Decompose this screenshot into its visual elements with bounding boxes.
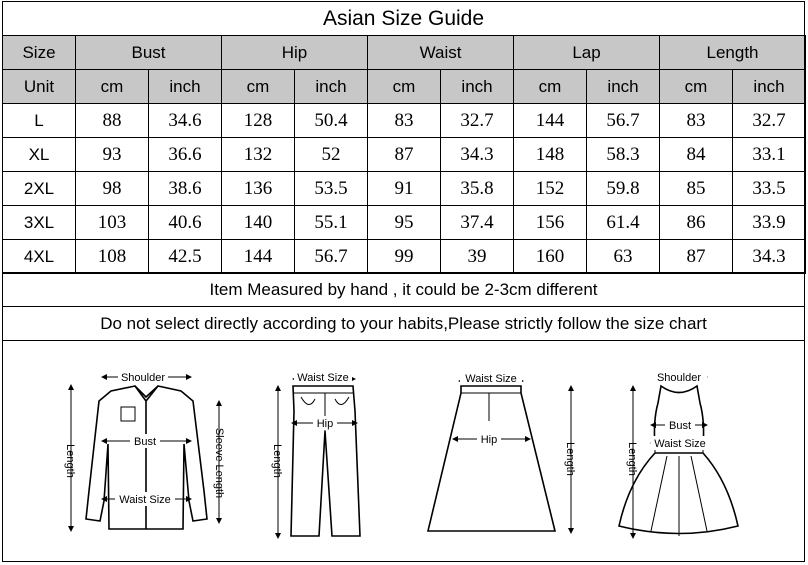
value-cell: 59.8 [587,172,660,206]
value-cell: 83 [660,104,733,138]
pants-hip-label: Hip [316,418,334,430]
size-cell: 4XL [3,240,76,274]
size-cell: 3XL [3,206,76,240]
skirt-hip-label: Hip [480,434,498,446]
value-cell: 58.3 [587,138,660,172]
size-cell: 2XL [3,172,76,206]
value-cell: 55.1 [295,206,368,240]
value-cell: 56.7 [295,240,368,274]
unit-cell: cm [368,70,441,104]
unit-cell: inch [295,70,368,104]
shirt-bust-label: Bust [133,436,157,448]
value-cell: 50.4 [295,104,368,138]
unit-cell: inch [587,70,660,104]
value-cell: 87 [368,138,441,172]
value-cell: 99 [368,240,441,274]
size-chart-advice: Do not select directly according to your habits,Please strictly follow the size chart [2,306,805,341]
length-header: Length [660,36,806,70]
outer-border [2,1,805,562]
dress-bust-label: Bust [668,420,692,432]
value-cell: 32.7 [441,104,514,138]
value-cell: 132 [222,138,295,172]
value-cell: 144 [514,104,587,138]
unit-cell: inch [149,70,222,104]
value-cell: 35.8 [441,172,514,206]
value-cell: 52 [295,138,368,172]
unit-cell: inch [441,70,514,104]
value-cell: 86 [660,206,733,240]
value-cell: 38.6 [149,172,222,206]
unit-cell: cm [514,70,587,104]
dress-waist-label: Waist Size [654,438,706,450]
shirt-shoulder-label: Shoulder [120,372,166,384]
value-cell: 98 [76,172,149,206]
value-cell: 83 [368,104,441,138]
value-cell: 88 [76,104,149,138]
unit-cell: inch [733,70,806,104]
skirt-length-label: Length [564,442,576,476]
dress-shoulder-label: Shoulder [656,372,702,384]
size-guide-title: Asian Size Guide [2,1,805,36]
value-cell: 84 [660,138,733,172]
value-cell: 95 [368,206,441,240]
bust-header: Bust [76,36,222,70]
dress-length-label: Length [626,442,638,476]
measurement-note: Item Measured by hand , it could be 2-3cm different [2,272,805,307]
value-cell: 34.6 [149,104,222,138]
value-cell: 39 [441,240,514,274]
value-cell: 136 [222,172,295,206]
shirt-waist-label: Waist Size [119,494,171,506]
value-cell: 152 [514,172,587,206]
shirt-sleeve-label: Sleeve Length [213,427,225,499]
value-cell: 144 [222,240,295,274]
lap-header: Lap [514,36,660,70]
value-cell: 140 [222,206,295,240]
value-cell: 148 [514,138,587,172]
value-cell: 93 [76,138,149,172]
value-cell: 63 [587,240,660,274]
value-cell: 34.3 [441,138,514,172]
waist-header: Waist [368,36,514,70]
value-cell: 33.5 [733,172,806,206]
value-cell: 87 [660,240,733,274]
value-cell: 61.4 [587,206,660,240]
value-cell: 32.7 [733,104,806,138]
value-cell: 128 [222,104,295,138]
unit-cell: cm [660,70,733,104]
skirt-waist-label: Waist Size [465,373,517,385]
value-cell: 40.6 [149,206,222,240]
pants-waist-label: Waist Size [297,372,349,384]
value-cell: 33.1 [733,138,806,172]
value-cell: 53.5 [295,172,368,206]
unit-cell: cm [222,70,295,104]
value-cell: 33.9 [733,206,806,240]
value-cell: 156 [514,206,587,240]
value-cell: 42.5 [149,240,222,274]
value-cell: 34.3 [733,240,806,274]
value-cell: 56.7 [587,104,660,138]
value-cell: 85 [660,172,733,206]
size-header: Size [3,36,76,70]
value-cell: 37.4 [441,206,514,240]
value-cell: 91 [368,172,441,206]
value-cell: 103 [76,206,149,240]
value-cell: 160 [514,240,587,274]
unit-header: Unit [3,70,76,104]
size-cell: XL [3,138,76,172]
shirt-length-label: Length [64,444,76,478]
unit-cell: cm [76,70,149,104]
hip-header: Hip [222,36,368,70]
size-cell: L [3,104,76,138]
value-cell: 108 [76,240,149,274]
pants-length-label: Length [271,444,283,478]
value-cell: 36.6 [149,138,222,172]
